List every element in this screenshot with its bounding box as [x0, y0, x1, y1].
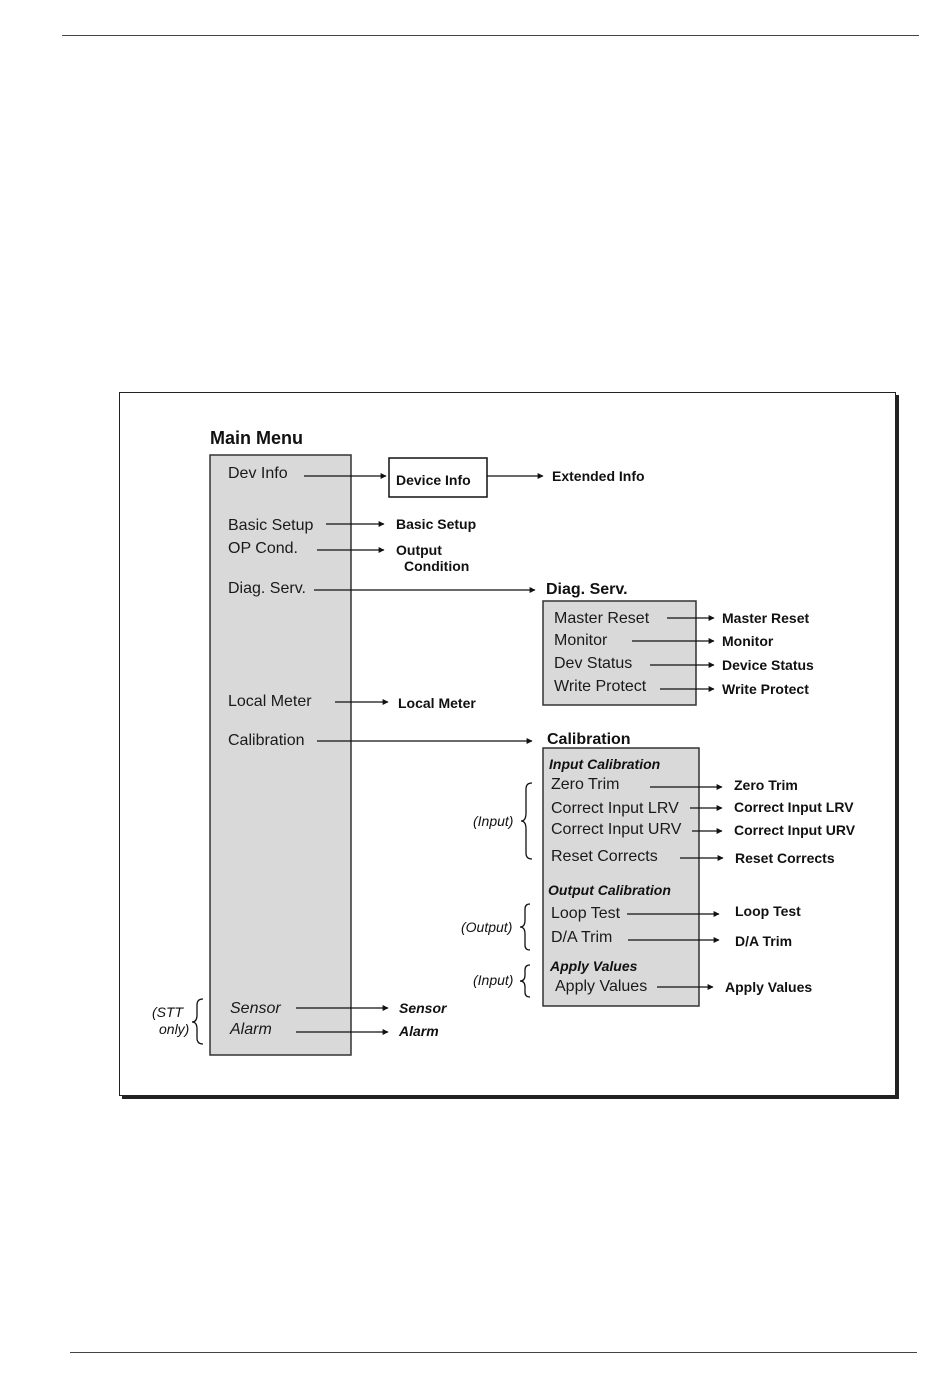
- cal-item-loop-test: Loop Test: [551, 905, 621, 922]
- stt-note-line2: only): [159, 1021, 190, 1037]
- sensor-target: Sensor: [399, 1000, 447, 1016]
- local-meter-target: Local Meter: [398, 695, 476, 711]
- menu-item-calibration: Calibration: [228, 732, 305, 749]
- alarm-target: Alarm: [399, 1023, 439, 1039]
- menu-item-diag-serv: Diag. Serv.: [228, 580, 306, 597]
- device-status-target: Device Status: [722, 657, 814, 673]
- diag-item-write-protect: Write Protect: [554, 678, 647, 695]
- cal-item-reset-corrects: Reset Corrects: [551, 848, 658, 865]
- output-note: (Output): [461, 919, 513, 935]
- menu-item-dev-info: Dev Info: [228, 465, 288, 482]
- stt-note-line1: (STT: [152, 1004, 184, 1020]
- calibration-title: Calibration: [547, 731, 631, 748]
- menu-item-local-meter: Local Meter: [228, 693, 312, 710]
- cal-item-zero-trim: Zero Trim: [551, 776, 620, 793]
- diag-item-master-reset: Master Reset: [554, 610, 650, 627]
- da-trim-target: D/A Trim: [735, 933, 793, 949]
- diag-serv-title: Diag. Serv.: [546, 581, 628, 598]
- output-condition-line2: Condition: [404, 558, 470, 574]
- brace-output: [520, 904, 530, 950]
- apply-values-target: Apply Values: [725, 979, 813, 995]
- apply-input-note: (Input): [473, 972, 514, 988]
- apply-values-heading: Apply Values: [550, 958, 638, 974]
- cal-item-correct-lrv: Correct Input LRV: [551, 800, 679, 817]
- bottom-rule: [70, 1352, 917, 1353]
- menu-item-op-cond: OP Cond.: [228, 540, 298, 557]
- correct-urv-target: Correct Input URV: [734, 822, 856, 838]
- menu-item-alarm: Alarm: [230, 1021, 272, 1038]
- output-calibration-heading: Output Calibration: [548, 882, 671, 898]
- master-reset-target: Master Reset: [722, 610, 810, 626]
- diag-item-monitor: Monitor: [554, 632, 608, 649]
- brace-stt: [192, 999, 203, 1044]
- main-menu-title: Main Menu: [210, 428, 303, 448]
- cal-item-correct-urv: Correct Input URV: [551, 821, 682, 838]
- diag-item-dev-status: Dev Status: [554, 655, 633, 672]
- brace-apply: [520, 965, 530, 997]
- output-condition-line1: Output: [396, 542, 442, 558]
- extended-info-label: Extended Info: [552, 468, 645, 484]
- device-info-label: Device Info: [396, 472, 471, 488]
- brace-input: [521, 783, 532, 859]
- loop-test-target: Loop Test: [735, 903, 801, 919]
- reset-corrects-target: Reset Corrects: [735, 850, 835, 866]
- basic-setup-target: Basic Setup: [396, 516, 477, 532]
- menu-item-sensor: Sensor: [230, 1000, 281, 1017]
- cal-item-apply-values: Apply Values: [555, 978, 648, 995]
- input-note: (Input): [473, 813, 514, 829]
- monitor-target: Monitor: [722, 633, 774, 649]
- write-protect-target: Write Protect: [722, 681, 809, 697]
- menu-item-basic-setup: Basic Setup: [228, 517, 314, 534]
- cal-item-da-trim: D/A Trim: [551, 929, 613, 946]
- zero-trim-target: Zero Trim: [734, 777, 798, 793]
- input-calibration-heading: Input Calibration: [549, 756, 661, 772]
- correct-lrv-target: Correct Input LRV: [734, 799, 854, 815]
